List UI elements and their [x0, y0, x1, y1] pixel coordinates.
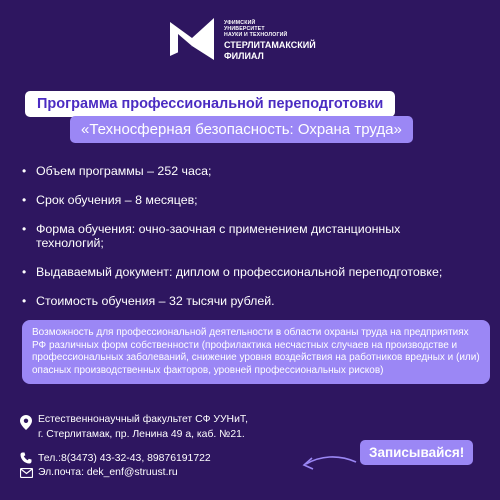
mail-icon: [20, 468, 33, 478]
university-name: УФИМСКИЙ УНИВЕРСИТЕТ НАУКИ И ТЕХНОЛОГИЙ: [224, 20, 288, 38]
email-text: Эл.почта: dek_enf@struust.ru: [38, 467, 178, 478]
location-pin-icon: [20, 415, 32, 430]
arrow-icon: [292, 450, 360, 478]
career-info-box: Возможность для профессиональной деятельности в области охраны труда на предприятиях РФ различных форм собственности (профилактика несчастных случаев на производстве и профессиональных заболеваний, снижение уровня воздействия на работников вредных и (или) опасных производственных факторов, уровней профессиональных рисков): [22, 320, 490, 384]
logo-mark-icon: [168, 16, 216, 62]
program-name: «Техносферная безопасность: Охрана труда»: [70, 116, 413, 143]
list-item: • Выдаваемый документ: диплом о профессиональной переподготовке;: [22, 265, 443, 279]
phone-icon: [20, 452, 32, 464]
list-item: • Объем программы – 252 часа;: [22, 164, 212, 178]
address-line-2: г. Стерлитамак, пр. Ленина 49 а, каб. №21.: [38, 429, 245, 440]
email-contact: [20, 466, 320, 480]
signup-button[interactable]: Записывайся!: [360, 440, 473, 465]
program-title: Программа профессиональной переподготовки: [25, 91, 395, 117]
program-details-list: [22, 164, 462, 323]
address-line-1: Естественнонаучный факультет СФ УУНиТ,: [38, 414, 248, 425]
list-item: • Стоимость обучения – 32 тысячи рублей.: [22, 294, 275, 308]
address: [20, 413, 320, 441]
bullet-icon: •: [22, 265, 27, 279]
list-item: • Форма обучения: очно-заочная с применением дистанционных технологий;: [22, 222, 401, 250]
branch-name: СТЕРЛИТАМАКСКИЙ ФИЛИАЛ: [224, 40, 316, 61]
university-logo: [168, 14, 338, 64]
bullet-icon: •: [22, 164, 27, 178]
bullet-icon: •: [22, 294, 27, 308]
bullet-icon: •: [22, 222, 27, 236]
list-item: • Срок обучения – 8 месяцев;: [22, 193, 198, 207]
phone-contact: [20, 452, 320, 466]
bullet-icon: •: [22, 193, 27, 207]
phone-text: Тел.:8(3473) 43-32-43, 89876191722: [38, 453, 211, 464]
